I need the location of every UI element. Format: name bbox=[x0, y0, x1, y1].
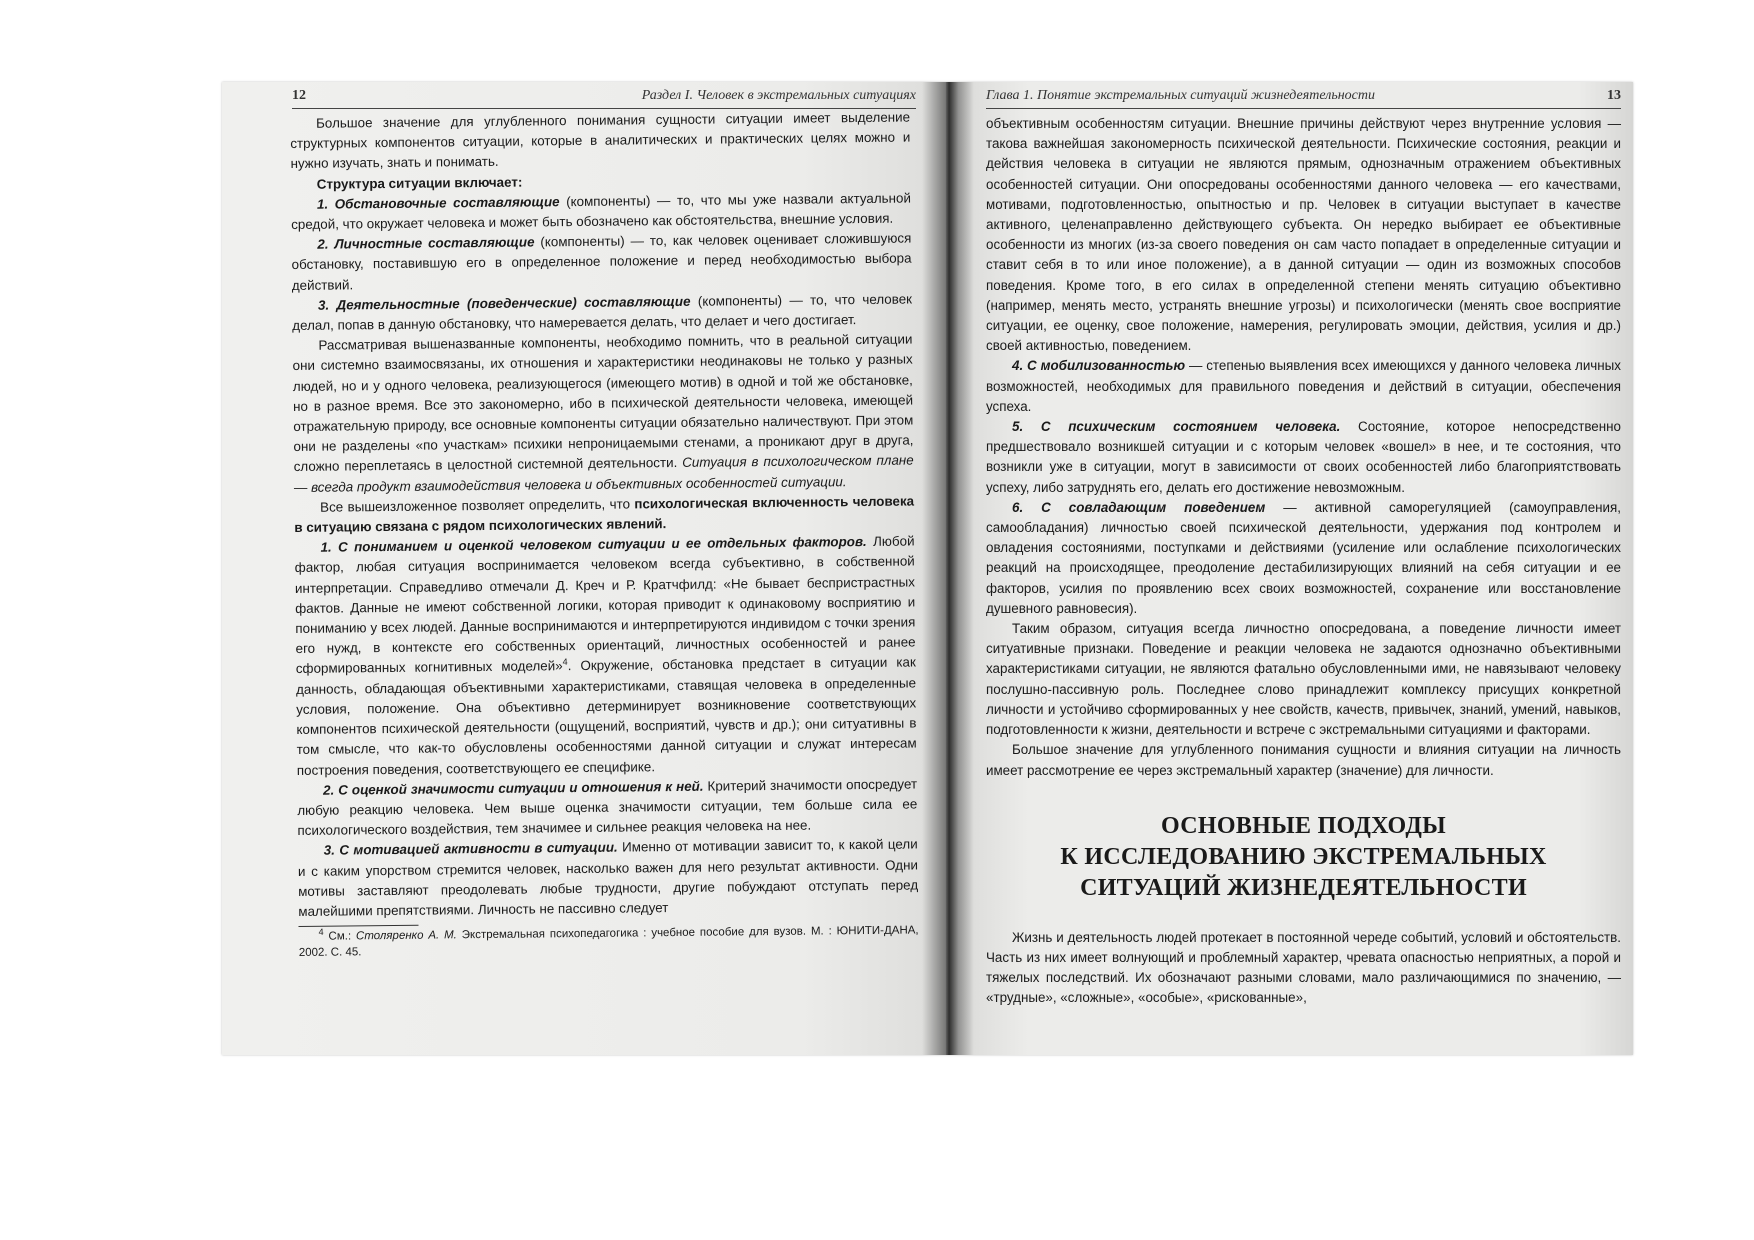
term: 6. С совладающим поведением bbox=[1012, 499, 1266, 515]
paragraph: Большое значение для углубленного понимания сущности ситуации имеет выделение структурных компонентов ситуации, которые в аналитических и практических целях можно и нужно изучать, знать и понимать. bbox=[290, 109, 911, 172]
paragraph bbox=[292, 289, 912, 336]
footnote bbox=[299, 923, 919, 961]
term: 3. С мотивацией активности в ситуации. bbox=[323, 839, 618, 858]
footnote-prefix: См.: bbox=[323, 930, 357, 943]
paragraph: объективным особенностям ситуации. Внешние причины действуют через внутренние условия — такова важнейшая закономерность психической деятельности. Психические состояния, реакции и действия человека в ситуации не являются прямым, однозначным отражением объективных особенностей ситуации. Они опосредованы особенностями данного человека — его качествами, мотивами, подготовленностью, опытностью и пр. Человек в ситуации выступает в качестве активного, целенаправленно действующего субъекта. Он нередко выбирает ее объективные особенности из многих (из-за своего поведения он сам часто попадает в определенные ситуации и ставит себя в то или иное положение), а в данной ситуации — один из возможных способов поведения. Кроме того, в его силах в определенной степени менять ситуацию объективно (например, менять место, устранять внешние угрозы) и психологически (менять свое восприятие ситуации, ее оценку, свое положение, намерения, регулировать эмоции, действия, усилия и др.) своей активностью, поведением. bbox=[986, 116, 1621, 354]
right-page-text bbox=[986, 114, 1621, 1009]
right-running-head-title: Глава 1. Понятие экстремальных ситуаций жизнедеятельности bbox=[986, 88, 1375, 103]
paragraph-text: Любой фактор, любая ситуация воспринимается человеком всегда субъективно, в собственной интерпретации. Справедливо отмечали Д. Креч и Р. Кратчфилд: «Не бывает беспристрастных фактов. Данные не имеют собственной логики, которая приводит к одинаковому восприятию и пониманию у всех людей. Данные воспринимаются и интерпретируются индивидом с точки зрения его нужд, в контексте его собственных ориентаций, личностных особенностей и ранее сформированных когнитивных моделей» bbox=[294, 533, 916, 677]
footnote-divider bbox=[299, 925, 419, 927]
right-running-head bbox=[986, 88, 1621, 109]
paragraph bbox=[298, 835, 919, 922]
paragraph: Таким образом, ситуация всегда личностно опосредована, а поведение личности имеет ситуативные признаки. Поведение и реакции человека не задаются однозначно объективными характеристиками ситуации, не являются фатально обусловленными ими, не навязывают человеку послушно-пассивную роль. Последнее слово принадлежит комплексу присущих конкретной личности и устойчиво сформированных у нее свойств, качеств, привычек, знаний, умений, навыков, подготовленности к жизни, деятельности и встрече с экстремальными ситуациями и факторами. bbox=[986, 621, 1621, 738]
paragraph-structure-heading: Структура ситуации включает: bbox=[316, 174, 523, 192]
right-page-number: 13 bbox=[1607, 88, 1621, 103]
paragraph bbox=[294, 491, 914, 538]
section-heading-line: ОСНОВНЫЕ ПОДХОДЫ bbox=[1161, 812, 1446, 839]
paragraph: Большое значение для углубленного понимания сущности и влияния ситуации на личность имеет рассмотрение ее через экстремальный характер (значение) для личности. bbox=[986, 742, 1621, 778]
bold-emphasis: психологическая включенность человека в ситуацию связана с рядом психологических явлений. bbox=[294, 493, 915, 536]
footnote-mark: 4 bbox=[318, 926, 324, 938]
paragraph bbox=[986, 356, 1621, 417]
book-spread bbox=[222, 82, 1633, 1055]
paragraph-text: Критерий значимости опосредует любую реакцию человека. Чем выше оценка значимости ситуации, тем больше сила ее психологического воздействия, тем значимее и сильнее реакция человека на нее. bbox=[297, 776, 918, 839]
left-running-head-title: Раздел I. Человек в экстремальных ситуациях bbox=[641, 88, 916, 103]
term: 2. С оценкой значимости ситуации и отношения к ней. bbox=[323, 778, 704, 798]
term: 2. Личностные составляющие bbox=[317, 234, 535, 252]
paragraph bbox=[292, 330, 914, 498]
paragraph-text: (компоненты) — то, что человек делал, попав в данную обстановку, что намеревается делать, что делает и чего достигает. bbox=[292, 291, 913, 334]
term: 1. С пониманием и оценкой человеком ситуации и ее отдельных факторов. bbox=[320, 534, 867, 555]
term: 1. Обстановочные составляющие bbox=[316, 193, 560, 212]
paragraph-text: Именно от мотивации зависит то, к какой цели и с каким упорством стремится человек, насколько важен для него результат активности. Одни мотивы заставляют преодолевать любые трудности, другие побуждают отступать перед малейшими препятствиями. Личность не пассивно следует bbox=[297, 836, 919, 919]
paragraph bbox=[294, 532, 917, 781]
term: 4. С мобилизованностью bbox=[1012, 358, 1186, 374]
footnote-author: Столяренко А. М. bbox=[355, 929, 457, 943]
section-heading-line: К ИССЛЕДОВАНИЮ ЭКСТРЕМАЛЬНЫХ bbox=[1060, 843, 1547, 870]
paragraph bbox=[986, 498, 1621, 619]
paragraph bbox=[291, 188, 911, 235]
term: 3. Деятельностные (поведенческие) составляющие bbox=[317, 293, 691, 313]
section-heading bbox=[986, 811, 1621, 904]
paragraph bbox=[297, 774, 918, 841]
left-page-number: 12 bbox=[292, 88, 306, 103]
term: 5. С психическим состоянием человека. bbox=[1012, 419, 1341, 435]
left-page bbox=[222, 82, 946, 1055]
left-page-text bbox=[290, 108, 919, 962]
left-running-head bbox=[292, 88, 916, 109]
section-heading-line: СИТУАЦИЙ ЖИЗНЕДЕЯТЕЛЬНОСТИ bbox=[1080, 874, 1527, 901]
paragraph: Жизнь и деятельность людей протекает в постоянной череде событий, условий и обстоятельств. Часть из них имеет волнующий и проблемный характер, чревата опасностью неприятных, а порой и тяжелых последствий. Их обозначают разными словами, мало различающимися по значению, — «трудные», «сложные», «особые», «рискованные», bbox=[986, 929, 1621, 1006]
paragraph-text: (компоненты) — то, что мы уже назвали актуальной средой, что окружает человека и может быть обозначено как обстоятельства, внешние условия. bbox=[291, 190, 911, 233]
paragraph-text: (компоненты) — то, как человек оценивает сложившуюся обстановку, поставившую его в определенное положение и перед необходимостью выбора действий. bbox=[291, 230, 912, 293]
paragraph bbox=[986, 417, 1621, 498]
italic-emphasis: Ситуация в психологическом плане — всегда продукт взаимодействия человека и объективных особенностей ситуации. bbox=[293, 452, 914, 495]
right-page bbox=[946, 82, 1633, 1055]
paragraph bbox=[291, 229, 912, 296]
footnote-text: Экстремальная психопедагогика : учебное пособие для вузов. М. : ЮНИТИ-ДАНА, 2002. С. 45. bbox=[298, 924, 919, 960]
book-spine-shadow bbox=[922, 82, 974, 1055]
paragraph-text: Состояние, которое непосредственно предшествовало возникшей ситуации и с которым человек «вошел» в нее, и те состояния, что возникли уже в ситуации, могут в зависимости от своих особенностей либо благоприятствовать успеху, либо затруднять его, делать его достижение невозможным. bbox=[986, 419, 1621, 495]
paragraph-text: — активной саморегуляцией (самоуправления, самообладания) личностью своей психической деятельности, удержания под контролем и овладения состояниями, поступками и действиями (усиление или ослабление психологических реакций на происходящее, преодоление дестабилизирующих влияний на себя ситуации и ее факторов, усилия по проявлению всех своих возможностей, сохранение или восстановление душевного равновесия). bbox=[986, 499, 1621, 616]
paragraph-text: . Окружение, обстановка предстает в ситуации как данность, обладающая объективными характеристиками, ставящая человека в определенные условия, положение. Она объективно детерминирует возникновение соответствующих компонентов психической деятельности (ощущений, восприятий, чувств и др.); они ситуативны в том смысле, что как-то обусловлены особенностями данной ситуации и служат интересам построения поведения, соответствующего ее специфике. bbox=[295, 654, 917, 778]
paragraph-text: — степенью выявления всех имеющихся у данного человека личных возможностей, необходимых для правильного поведения и действий в ситуации, обеспечения успеха. bbox=[986, 358, 1621, 414]
footnote-ref: 4 bbox=[562, 657, 568, 668]
paragraph-text: Все вышеизложенное позволяет определить, что bbox=[320, 496, 635, 515]
paragraph-text: Рассматривая вышеназванные компоненты, необходимо помнить, что в реальной ситуации они системно взаимосвязаны, их отношения и характеристики неодинаковы не только у разных людей, но и у одного человека, реализующегося (имеющего мотив) в одной и той же обстановке, но в разное время. Все это закономерно, ибо в психической деятельности человека, имеющей отражательную природу, все основные компоненты ситуации обязательно наличествуют. При этом они не разделены «по участкам» психики непроницаемыми стенами, а проникают друг в друга, сложно переплетаясь в целостной системной деятельности. bbox=[292, 331, 914, 475]
